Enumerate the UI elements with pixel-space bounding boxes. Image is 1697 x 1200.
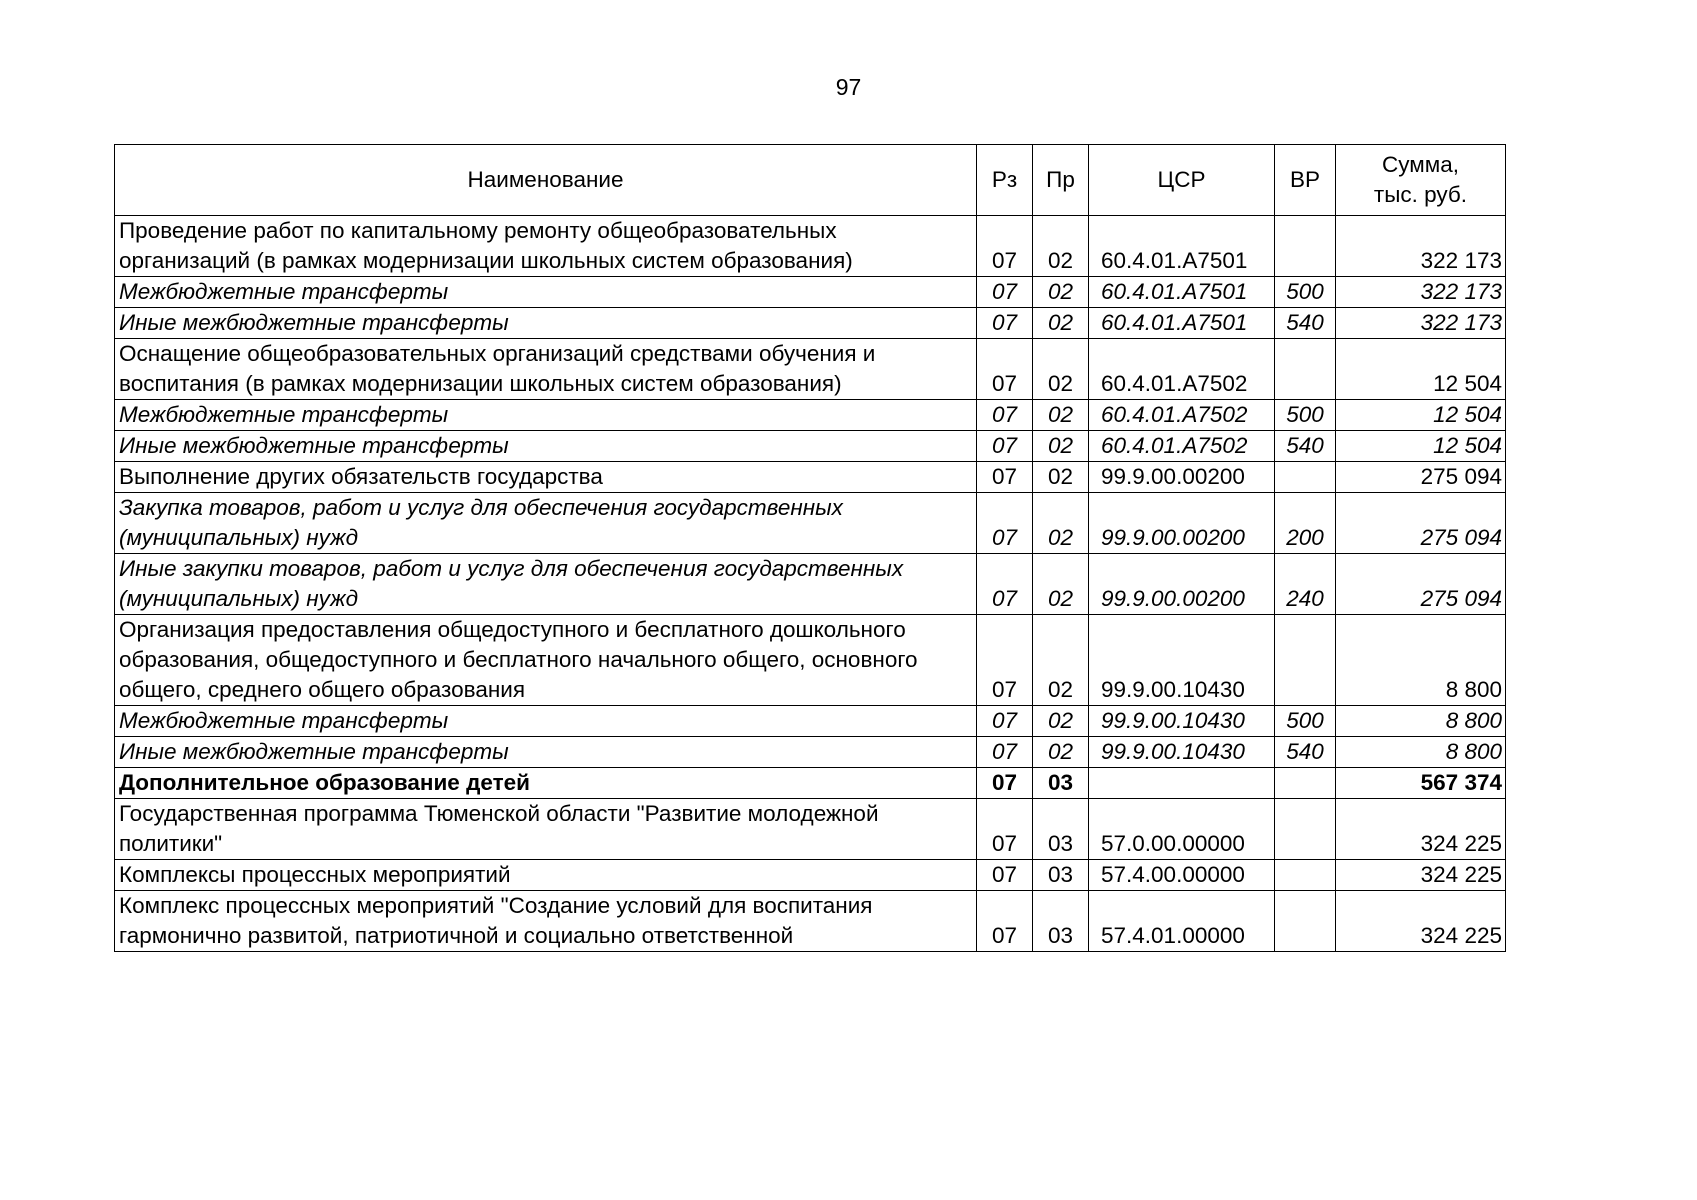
row-sum: 567 374: [1336, 768, 1506, 799]
row-csr: 99.9.00.10430: [1089, 706, 1275, 737]
row-name: Иные межбюджетные трансферты: [115, 737, 977, 768]
table-row: [115, 400, 1506, 431]
row-sum: 324 225: [1336, 891, 1506, 952]
row-sum: 8 800: [1336, 737, 1506, 768]
header-sum: [1336, 145, 1506, 216]
row-rz: 07: [977, 615, 1033, 706]
row-rz: 07: [977, 891, 1033, 952]
row-pr: 02: [1033, 737, 1089, 768]
row-name: Иные закупки товаров, работ и услуг для обеспечения государственных (муниципальных) нужд: [115, 554, 977, 615]
row-name: Дополнительное образование детей: [115, 768, 977, 799]
row-vr: 540: [1275, 308, 1336, 339]
row-vr: 540: [1275, 737, 1336, 768]
row-csr: 99.9.00.10430: [1089, 615, 1275, 706]
row-pr: 02: [1033, 277, 1089, 308]
table-row: [115, 706, 1506, 737]
row-vr: 540: [1275, 431, 1336, 462]
header-name: Наименование: [115, 145, 977, 216]
row-name: Межбюджетные трансферты: [115, 277, 977, 308]
row-csr: 99.9.00.00200: [1089, 462, 1275, 493]
row-rz: 07: [977, 554, 1033, 615]
row-vr: [1275, 891, 1336, 952]
row-sum: 12 504: [1336, 339, 1506, 400]
row-rz: 07: [977, 860, 1033, 891]
row-csr: 60.4.01.А7501: [1089, 216, 1275, 277]
row-rz: 07: [977, 216, 1033, 277]
table-row: [115, 891, 1506, 952]
row-csr: 99.9.00.00200: [1089, 493, 1275, 554]
header-sum-line2: тыс. руб.: [1373, 182, 1468, 207]
table-row: [115, 277, 1506, 308]
row-sum: 322 173: [1336, 277, 1506, 308]
table-row: [115, 216, 1506, 277]
row-sum: 324 225: [1336, 799, 1506, 860]
row-vr: [1275, 216, 1336, 277]
row-vr: [1275, 462, 1336, 493]
row-pr: 02: [1033, 462, 1089, 493]
row-csr: 99.9.00.10430: [1089, 737, 1275, 768]
row-rz: 07: [977, 768, 1033, 799]
row-rz: 07: [977, 493, 1033, 554]
row-vr: [1275, 768, 1336, 799]
row-sum: 8 800: [1336, 706, 1506, 737]
table-row: [115, 462, 1506, 493]
row-csr: 57.0.00.00000: [1089, 799, 1275, 860]
row-name: Оснащение общеобразовательных организаций средствами обучения и воспитания (в рамках модернизации школьных систем образования): [115, 339, 977, 400]
table-row: [115, 431, 1506, 462]
row-name: Комплекс процессных мероприятий "Создание условий для воспитания гармонично развитой, патриотичной и социально ответственной: [115, 891, 977, 952]
row-csr: [1089, 768, 1275, 799]
row-vr: 500: [1275, 706, 1336, 737]
row-vr: 500: [1275, 400, 1336, 431]
row-vr: [1275, 799, 1336, 860]
table-row: [115, 860, 1506, 891]
header-vr: ВР: [1275, 145, 1336, 216]
table-row: [115, 554, 1506, 615]
row-rz: 07: [977, 400, 1033, 431]
row-pr: 02: [1033, 431, 1089, 462]
row-rz: 07: [977, 339, 1033, 400]
row-sum: 275 094: [1336, 493, 1506, 554]
row-sum: 324 225: [1336, 860, 1506, 891]
row-rz: 07: [977, 706, 1033, 737]
row-pr: 02: [1033, 308, 1089, 339]
row-vr: 500: [1275, 277, 1336, 308]
row-rz: 07: [977, 737, 1033, 768]
row-name: Организация предоставления общедоступного и бесплатного дошкольного образования, общедоступного и бесплатного начального общего, основного общего, среднего общего образования: [115, 615, 977, 706]
table-row: [115, 615, 1506, 706]
row-csr: 60.4.01.А7501: [1089, 308, 1275, 339]
row-csr: 60.4.01.А7502: [1089, 400, 1275, 431]
header-rz: Рз: [977, 145, 1033, 216]
row-csr: 57.4.01.00000: [1089, 891, 1275, 952]
row-csr: 60.4.01.А7502: [1089, 339, 1275, 400]
row-vr: 200: [1275, 493, 1336, 554]
header-pr: Пр: [1033, 145, 1089, 216]
row-pr: 03: [1033, 768, 1089, 799]
table-row: [115, 493, 1506, 554]
row-rz: 07: [977, 277, 1033, 308]
table-row: [115, 768, 1506, 799]
row-sum: 12 504: [1336, 431, 1506, 462]
row-rz: 07: [977, 431, 1033, 462]
table-row: [115, 799, 1506, 860]
row-name: Иные межбюджетные трансферты: [115, 431, 977, 462]
row-rz: 07: [977, 799, 1033, 860]
row-name: Государственная программа Тюменской области "Развитие молодежной политики": [115, 799, 977, 860]
row-name: Иные межбюджетные трансферты: [115, 308, 977, 339]
row-csr: 60.4.01.А7502: [1089, 431, 1275, 462]
row-pr: 03: [1033, 860, 1089, 891]
row-name: Закупка товаров, работ и услуг для обеспечения государственных (муниципальных) нужд: [115, 493, 977, 554]
row-sum: 322 173: [1336, 216, 1506, 277]
row-name: Комплексы процессных мероприятий: [115, 860, 977, 891]
row-pr: 02: [1033, 493, 1089, 554]
row-sum: 12 504: [1336, 400, 1506, 431]
row-sum: 275 094: [1336, 554, 1506, 615]
table-row: [115, 737, 1506, 768]
row-pr: 02: [1033, 706, 1089, 737]
table-row: [115, 308, 1506, 339]
row-csr: 99.9.00.00200: [1089, 554, 1275, 615]
row-rz: 07: [977, 462, 1033, 493]
row-sum: 275 094: [1336, 462, 1506, 493]
row-pr: 02: [1033, 339, 1089, 400]
table-row: [115, 339, 1506, 400]
row-vr: [1275, 339, 1336, 400]
row-vr: [1275, 615, 1336, 706]
row-name: Проведение работ по капитальному ремонту общеобразовательных организаций (в рамках модернизации школьных систем образования): [115, 216, 977, 277]
row-pr: 02: [1033, 615, 1089, 706]
row-pr: 02: [1033, 554, 1089, 615]
row-rz: 07: [977, 308, 1033, 339]
row-pr: 02: [1033, 216, 1089, 277]
budget-table: [114, 144, 1506, 952]
row-vr: 240: [1275, 554, 1336, 615]
page-number: 97: [835, 74, 862, 100]
row-name: Выполнение других обязательств государства: [115, 462, 977, 493]
row-sum: 8 800: [1336, 615, 1506, 706]
row-pr: 03: [1033, 799, 1089, 860]
row-name: Межбюджетные трансферты: [115, 706, 977, 737]
row-csr: 57.4.00.00000: [1089, 860, 1275, 891]
header-sum-line1: Сумма,: [1382, 152, 1459, 177]
header-csr: ЦСР: [1089, 145, 1275, 216]
table-header-row: [115, 145, 1506, 216]
row-pr: 02: [1033, 400, 1089, 431]
row-pr: 03: [1033, 891, 1089, 952]
row-vr: [1275, 860, 1336, 891]
row-sum: 322 173: [1336, 308, 1506, 339]
row-csr: 60.4.01.А7501: [1089, 277, 1275, 308]
row-name: Межбюджетные трансферты: [115, 400, 977, 431]
